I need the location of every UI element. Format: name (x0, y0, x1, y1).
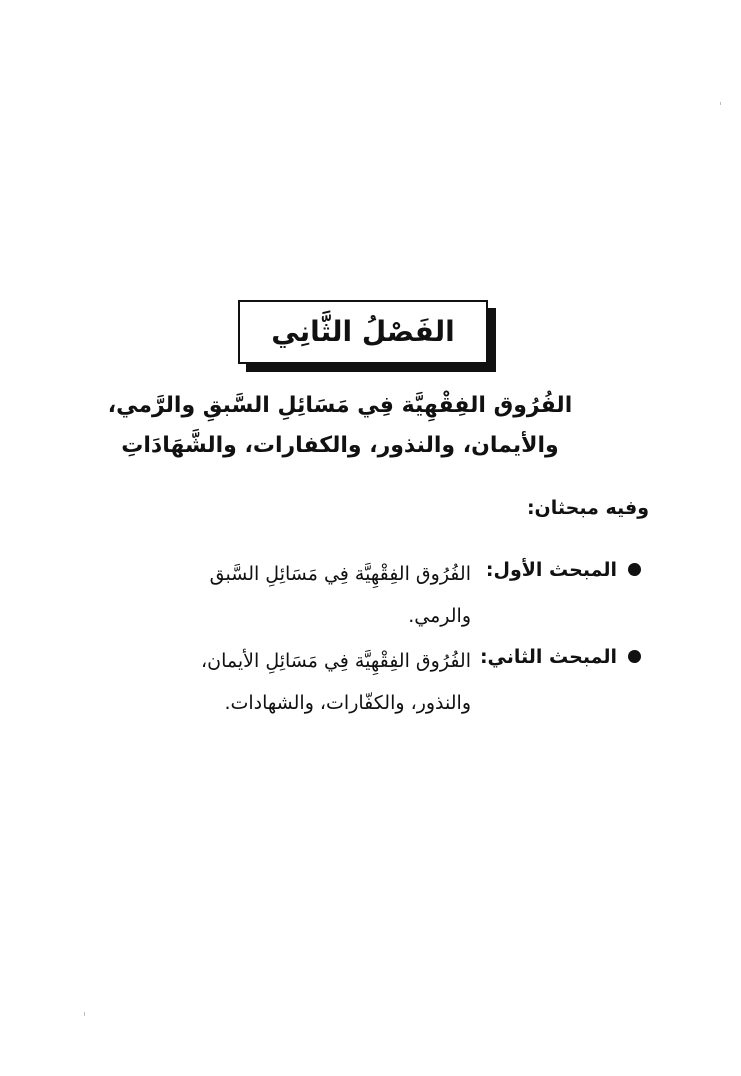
sections-intro: وفيه مبحثان: (526, 497, 649, 519)
chapter-subtitle (100, 386, 580, 466)
section-description (81, 553, 471, 637)
chapter-title-box (238, 300, 488, 364)
scan-speck (84, 1012, 85, 1016)
section-description-line-2: والنذور، والكفّارات، والشهادات. (224, 692, 471, 714)
section-description-line-1: الفُرُوق الفِقْهِيَّة فِي مَسَائِلِ الأيمان، (201, 650, 471, 672)
chapter-subtitle-line-2: والأيمان، والنذور، والكفارات، والشَّهَادَاتِ (121, 433, 559, 458)
bullet-icon (628, 650, 641, 663)
chapter-title: الفَصْلُ الثَّانِي (271, 315, 455, 348)
section-label: المبحث الأول: (485, 559, 617, 581)
section-description (81, 640, 471, 724)
section-description-line-1: الفُرُوق الفِقْهِيَّة فِي مَسَائِلِ السَّبق (209, 563, 471, 585)
chapter-subtitle-line-1: الفُرُوق الفِقْهِيَّة فِي مَسَائِلِ السَّبقِ والرَّمي، (107, 393, 573, 418)
section-description-line-2: والرمي. (408, 605, 471, 627)
chapter-title-frame (238, 300, 496, 372)
scan-speck (720, 102, 721, 105)
bullet-icon (628, 563, 641, 576)
section-label: المبحث الثاني: (479, 646, 617, 668)
